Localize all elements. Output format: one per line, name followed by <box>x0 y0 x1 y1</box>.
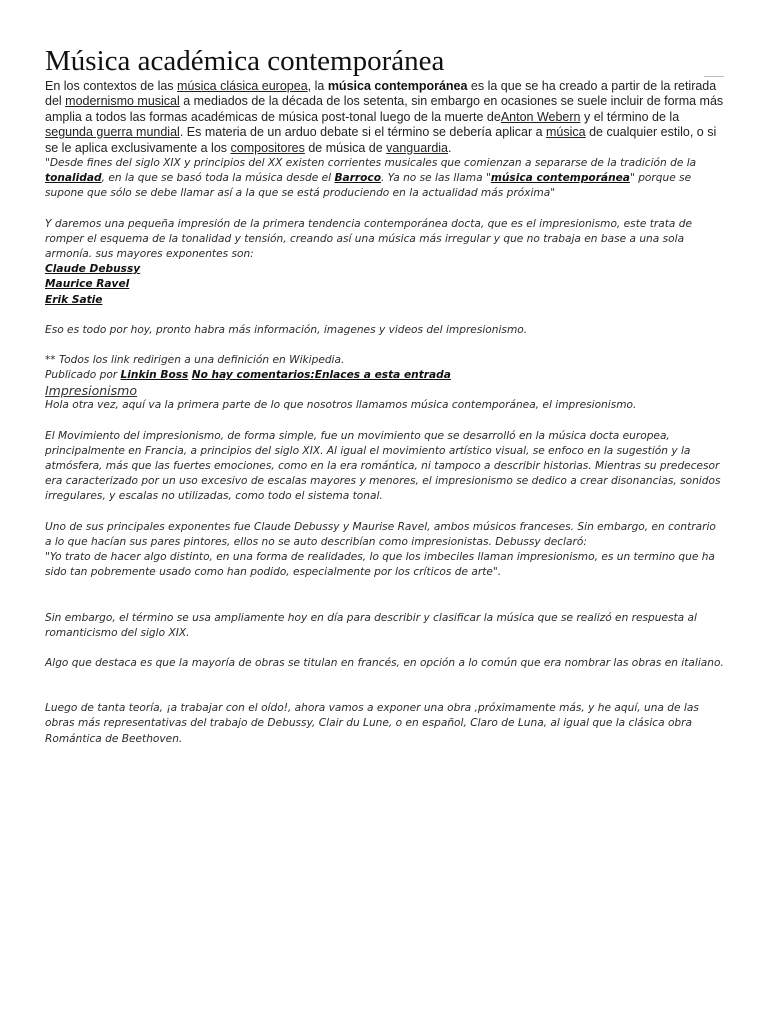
text-span: . Ya no se las llama " <box>381 172 491 185</box>
link-musica-contemporanea[interactable]: música contemporánea <box>490 172 630 185</box>
text-span: . <box>448 140 452 155</box>
text-span: y el término de la <box>580 109 680 124</box>
link-modernismo-musical[interactable]: modernismo musical <box>65 94 180 109</box>
text-span: Uno de sus principales exponentes fue Claude Debussy y Maurise Ravel, ambos músicos franceses. Sin embargo, en contrario a lo que hacían sus pares pintores, ellos no se auto describían como impresionistas. Debussy declaró: <box>45 520 716 548</box>
spacer <box>45 414 725 429</box>
text-span: de cualquier estilo, o si se le aplica exclusivamente a los <box>45 125 717 155</box>
post2-paragraph-5: Algo que destaca es que la mayoría de obras se titulan en francés, en opción a lo común que era nombrar las obras en italiano. <box>45 656 724 669</box>
text-span: a mediados de la década de los setenta, sin embargo en ocasiones se suele incluir de forma más amplia a todos las formas académicas de música post-tonal luego de la muerte de <box>45 94 724 124</box>
blog-quote-paragraph <box>45 156 725 202</box>
post-title-impresionismo[interactable]: Impresionismo <box>45 383 137 399</box>
link-segunda-guerra-mundial[interactable]: segunda guerra mundial <box>45 125 180 140</box>
link-barroco[interactable]: Barroco <box>334 172 381 185</box>
debussy-quote: "Yo trato de hacer algo distinto, en una forma de realidades, lo que los imbeciles llaman impresionismo, es un termino que ha sido tan pobremente usado como han podido, especialmente por los críticos de arte". <box>45 551 715 579</box>
blog-note: ** Todos los link redirigen a una definición en Wikipedia. <box>45 354 345 367</box>
spacer <box>45 581 725 611</box>
blog-intro-paragraph: Y daremos una pequeña impresión de la primera tendencia contemporánea docta, que es el impresionismo, este trata de romper el esquema de la tonalidad y tensión, creando así una música más irregular y que no trabaja en base a una sola armonía. sus mayores exponentes son: <box>45 217 692 261</box>
link-compositores[interactable]: compositores <box>230 140 305 155</box>
link-maurice-ravel[interactable]: Maurice Ravel <box>45 278 130 291</box>
spacer <box>45 671 725 701</box>
post2-paragraph-6: Luego de tanta teoría, ¡a trabajar con el oído!, ahora vamos a exponer una obra ,próximamente más, y he aquí, una de las obras más representativas del trabajo de Debussy, Clair du Lune, o en español, Claro de Luna, al igual que la clásica obra Romántica de Beethoven. <box>45 702 699 745</box>
text-span: , la <box>307 79 328 93</box>
link-anton-webern[interactable]: Anton Webern <box>500 109 581 124</box>
page-title: Música académica contemporánea <box>45 45 445 77</box>
spacer <box>45 338 725 353</box>
post2-paragraph-3 <box>45 520 725 581</box>
text-span: . Es materia de un arduo debate si el término se debería aplicar a <box>179 125 547 140</box>
blog-closing-paragraph: Eso es todo por hoy, pronto habra más información, imagenes y videos del impresionismo. <box>45 323 528 336</box>
text-span: " porque se supone que sólo se debe llamar así a la que se está produciendo en la actualidad más próxima" <box>45 172 692 200</box>
link-vanguardia[interactable]: vanguardia <box>386 140 449 155</box>
text-span: "Desde fines del siglo XIX y principios del XX existen corrientes musicales que comienzan a separarse de la tradición de la <box>45 157 697 170</box>
text-span: , en la que se basó toda la música desde el <box>101 172 335 185</box>
text-span: de música de <box>304 140 387 155</box>
composer-list <box>45 262 725 308</box>
link-musica-clasica-europea[interactable]: música clásica europea <box>177 79 308 93</box>
text-span: es la que se ha creado a partir de la retirada del <box>45 79 717 109</box>
link-musica[interactable]: música <box>546 125 586 140</box>
author-link[interactable]: Linkin Boss <box>120 369 189 382</box>
links-to-entry-link[interactable]: Enlaces a esta entrada <box>314 369 451 382</box>
link-claude-debussy[interactable]: Claude Debussy <box>45 263 141 276</box>
text-span: En los contextos de las <box>45 79 178 93</box>
spacer <box>45 202 725 217</box>
wiki-intro-paragraph <box>45 79 725 156</box>
spacer <box>45 308 725 323</box>
spacer <box>45 641 725 656</box>
document-page <box>45 44 725 747</box>
post-footer <box>45 368 725 383</box>
post2-paragraph-4: Sin embargo, el término se usa ampliamente hoy en día para describir y clasificar la música que se realizó en respuesta al romanticismo del siglo XIX. <box>45 611 697 639</box>
post2-paragraph-2: El Movimiento del impresionismo, de forma simple, fue un movimiento que se desarrolló en la música docta europea, principalmente en Francia, a principios del siglo XIX. Al igual el movimiento artístico visual, se enfoco en la sugestión y la atmósfera, más que las fuertes emociones, como en la era romántica, ni tampoco a describir historias. Mientras su predecesor era caracterizado por un uso excesivo de escalas mayores y menores, el impresionismo se dedico a crear disonancias, sonidos irregulares, y escalas no utilizadas, como todo el sistema tonal. <box>45 429 721 503</box>
bold-musica-contemporanea: música contemporánea <box>327 79 468 93</box>
link-tonalidad[interactable]: tonalidad <box>45 172 102 185</box>
comments-link[interactable]: No hay comentarios: <box>191 369 315 382</box>
published-by-label: Publicado por <box>45 369 121 382</box>
link-erik-satie[interactable]: Erik Satie <box>45 293 103 306</box>
post2-paragraph-1: Hola otra vez, aquí va la primera parte de lo que nosotros llamamos música contemporánea, el impresionismo. <box>45 399 637 412</box>
spacer <box>45 505 725 520</box>
